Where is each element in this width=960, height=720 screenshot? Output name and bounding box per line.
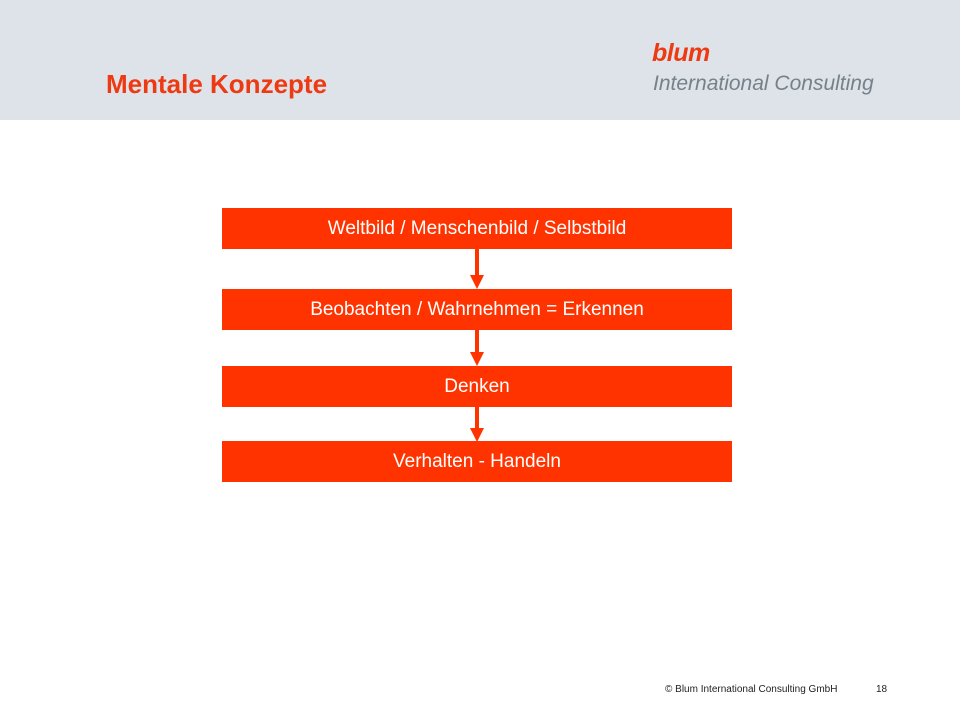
footer-copyright: © Blum International Consulting GmbH [665,684,838,695]
arrow-1 [470,249,484,289]
page-number: 18 [876,684,888,695]
logo-brand: blum [652,39,710,67]
logo-subtitle: International Consulting [653,72,874,95]
arrow-2 [470,330,484,366]
flow-step-verhalten: Verhalten - Handeln [222,441,732,482]
arrow-3 [470,406,484,442]
flow-step-weltbild: Weltbild / Menschenbild / Selbstbild [222,208,732,249]
flow-step-beobachten: Beobachten / Wahrnehmen = Erkennen [222,289,732,330]
slide-title: Mentale Konzepte [106,69,328,99]
flow-step-denken: Denken [222,366,732,407]
